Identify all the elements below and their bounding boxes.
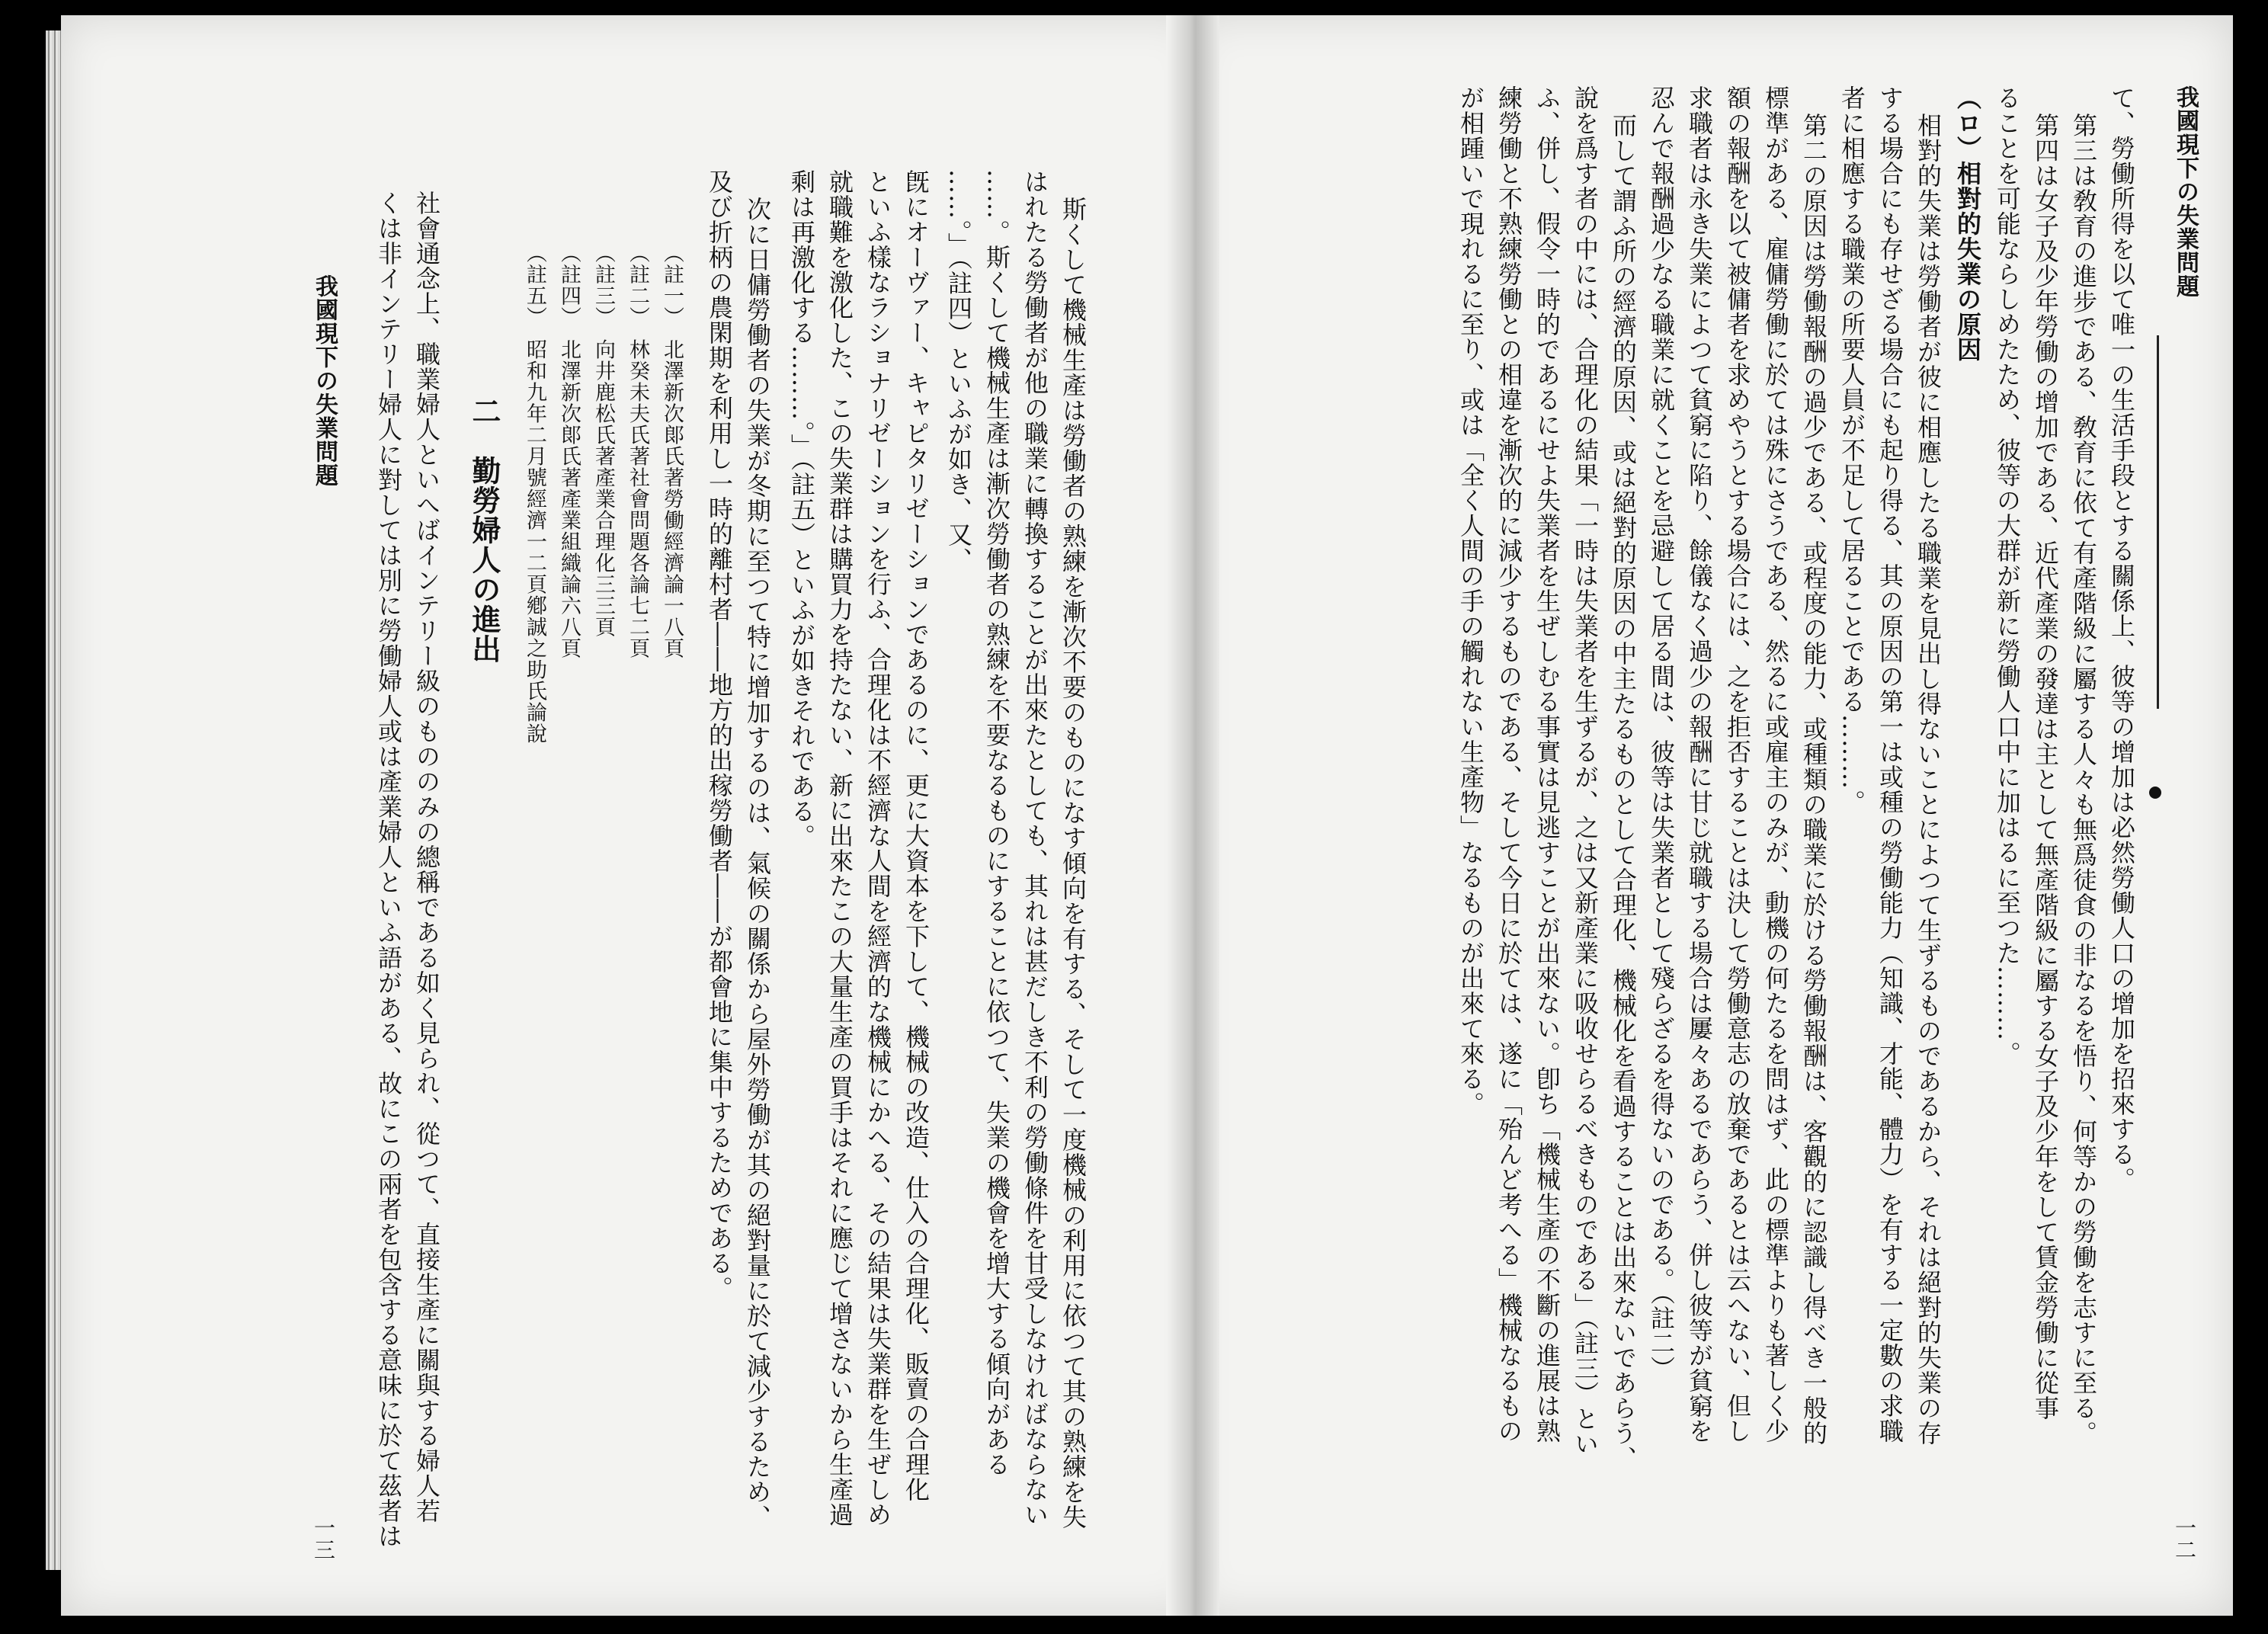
left-col-6: といふ樣なラショナリゼーションを行ふ、合理化は不經濟な人間を經濟的な機械にかへる、その結果は失業群を生ぜしめ (863, 169, 892, 1527)
left-col-9: 次に日傭勞働者の失業が冬期に至つて特に增加するのは、氣候の關係から屋外勞働が其の絕對量に於て減少するため、 (743, 197, 772, 1530)
left-col-7: 就職難を激化した、この失業群は購買力を持たない、新に出來たこの大量生產の買手はそれに應じて增さないから生產過 (825, 169, 854, 1527)
left-col-10: 及び折柄の農閑期を利用し一時的離村者――地方的出稼勞働者――が都會地に集中するためである。 (705, 169, 734, 1301)
footnote-1: （註一） 北澤新次郞氏著勞働經濟論一八頁 (660, 242, 684, 659)
left-running-header: 我國現下の失業問題 (311, 274, 338, 487)
footnote-5: （註五） 昭和九年二月號經濟一二頁鄕誠之助氏論說 (523, 242, 546, 745)
right-col-4: ることを可能ならしめたため、彼等の大群が新に勞働人口中に加はるに至つた………。 (1993, 85, 2022, 1066)
left-col-4: ……。」（註四）といふが如き、又、 (944, 169, 973, 572)
book-gutter (1166, 15, 1219, 1616)
right-col-16: ふ、併し、假令一時的であるにせよ失業者を生ぜしむる事實は見逃すことが出來ない。卽ち「機械生產の不斷の進展は熟 (1533, 85, 1562, 1443)
right-col-13: 忍んで報酬過少なる職業に就くことを忌避して居る間は、彼等は失業者として殘らざるを得ないのである。（註二） (1647, 85, 1676, 1381)
right-col-8: 者に相應する職業の所要人員が不足して居ることである………。 (1837, 85, 1866, 815)
right-col-3: 第四は女子及少年勞働の增加である、近代產業の發達は主として無產階級に屬する女子及少年をして賃金勞働に從事 (2031, 113, 2060, 1421)
footnote-3: （註三） 向井鹿松氏著產業合理化三三頁 (591, 242, 615, 638)
right-col-14: 而して謂ふ所の經濟的原因、或は絕對的原因の中主たるものとして合理化、機械化を看過することは出來ないであらう、 (1609, 113, 1638, 1471)
right-col-2: 第三は敎育の進步である、敎育に依て有產階級に屬する人々も無爲徒食の非なるを悟り、何等かの勞働を志すに至る。 (2069, 113, 2098, 1446)
right-col-9: 第二の原因は勞働報酬の過少である、或程度の能力、或種類の職業に於ける勞働報酬は、客觀的に認識し得べき一般的 (1799, 113, 1828, 1446)
right-page-number: 一二 (2172, 1517, 2197, 1561)
right-subheading: （ロ）相對的失業の原因 (1953, 85, 1982, 362)
section-col-2: くは非インテリー婦人に對しては別に勞働婦人或は產業婦人といふ語がある、故にこの兩者を包含する意味に於て茲者は (374, 191, 403, 1549)
right-col-6: 相對的失業は勞働者が彼に相應したる職業を見出し得ないことによつて生ずるものであるから、それは絕對的失業の存 (1914, 113, 1943, 1446)
footnote-2: （註二） 林癸未夫氏著社會問題各論七二頁 (626, 242, 649, 659)
right-col-7: する場合にも存せざる場合にも起り得る、其の原因の第一は或種の勞働能力（知識、才能、體力）を有する一定數の求職 (1876, 85, 1904, 1443)
right-col-10: 標準がある、雇傭勞働に於ては殊にさうである、然るに或雇主のみが、動機の何たるを問はず、此の標準よりも著しく少 (1761, 85, 1790, 1443)
right-running-header: 我國現下の失業問題 (2172, 85, 2199, 298)
section-col-1: 社會通念上、職業婦人といへばインテリー級のもののみの總稱である如く見られ、從つて、直接生產に關與する婦人若 (412, 191, 441, 1523)
right-col-15: 說を爲す者の中には、合理化の結果「一時は失業者を生ずるが、之は又新產業に吸收せらるべきものである」（註三）とい (1571, 85, 1600, 1456)
right-col-12: 求職者は永き失業によつて貧窮に陷り、餘儀なく過少の報酬に甘じ就職する場合は屢々あるであらう、併し彼等が貧窮を (1685, 85, 1714, 1443)
left-col-5: 旣にオーヴァー、キャピタリゼーションであるのに、更に大資本を下して、機械の改造、仕入の合理化、販賣の合理化 (902, 169, 931, 1502)
footnote-4: （註四） 北澤新次郞氏著產業組織論六八頁 (557, 242, 581, 659)
header-rule (2157, 335, 2159, 709)
printed-dot (2149, 787, 2161, 799)
left-col-1: 斯くして機械生產は勞働者の熟練を漸次不要のものになす傾向を有する、そして一度機械の利用に依つて其の熟練を失 (1059, 197, 1088, 1530)
right-col-18: が相踵いで現れるに至り、或は「全く人間の手の觸れない生產物」なるものが出來て來る。 (1456, 85, 1485, 1117)
left-col-2: はれたる勞働者が他の職業に轉換することが出來たとしても、其れは甚だしき不利の勞働條件を甘受しなければならない (1020, 169, 1049, 1527)
left-col-8: 剩は再激化する………。」（註五）といふが如きそれである。 (787, 169, 816, 849)
section-title: 二 勤勞婦人の進出 (467, 396, 501, 664)
right-col-11: 額の報酬を以て被傭者を求めやうとする場合には、之を拒否することは決して勞働意志の放棄であるとは云へない、但し (1723, 85, 1752, 1443)
right-col-1: て、勞働所得を以て唯一の生活手段とする關係上、彼等の增加は必然勞働人口の增加を招來する。 (2107, 85, 2136, 1192)
left-page-number: 一三 (311, 1517, 336, 1561)
left-col-3: ……。斯くして機械生產は漸次勞働者の熟練を不要なるものにすることに依つて、失業の機會を增大する傾向がある (982, 169, 1011, 1477)
right-col-17: 練勞働と不熟練勞働との相違を漸次的に減少するものである、そして今日に於ては、遂に「殆んど考へる」機械なるもの (1494, 85, 1523, 1443)
